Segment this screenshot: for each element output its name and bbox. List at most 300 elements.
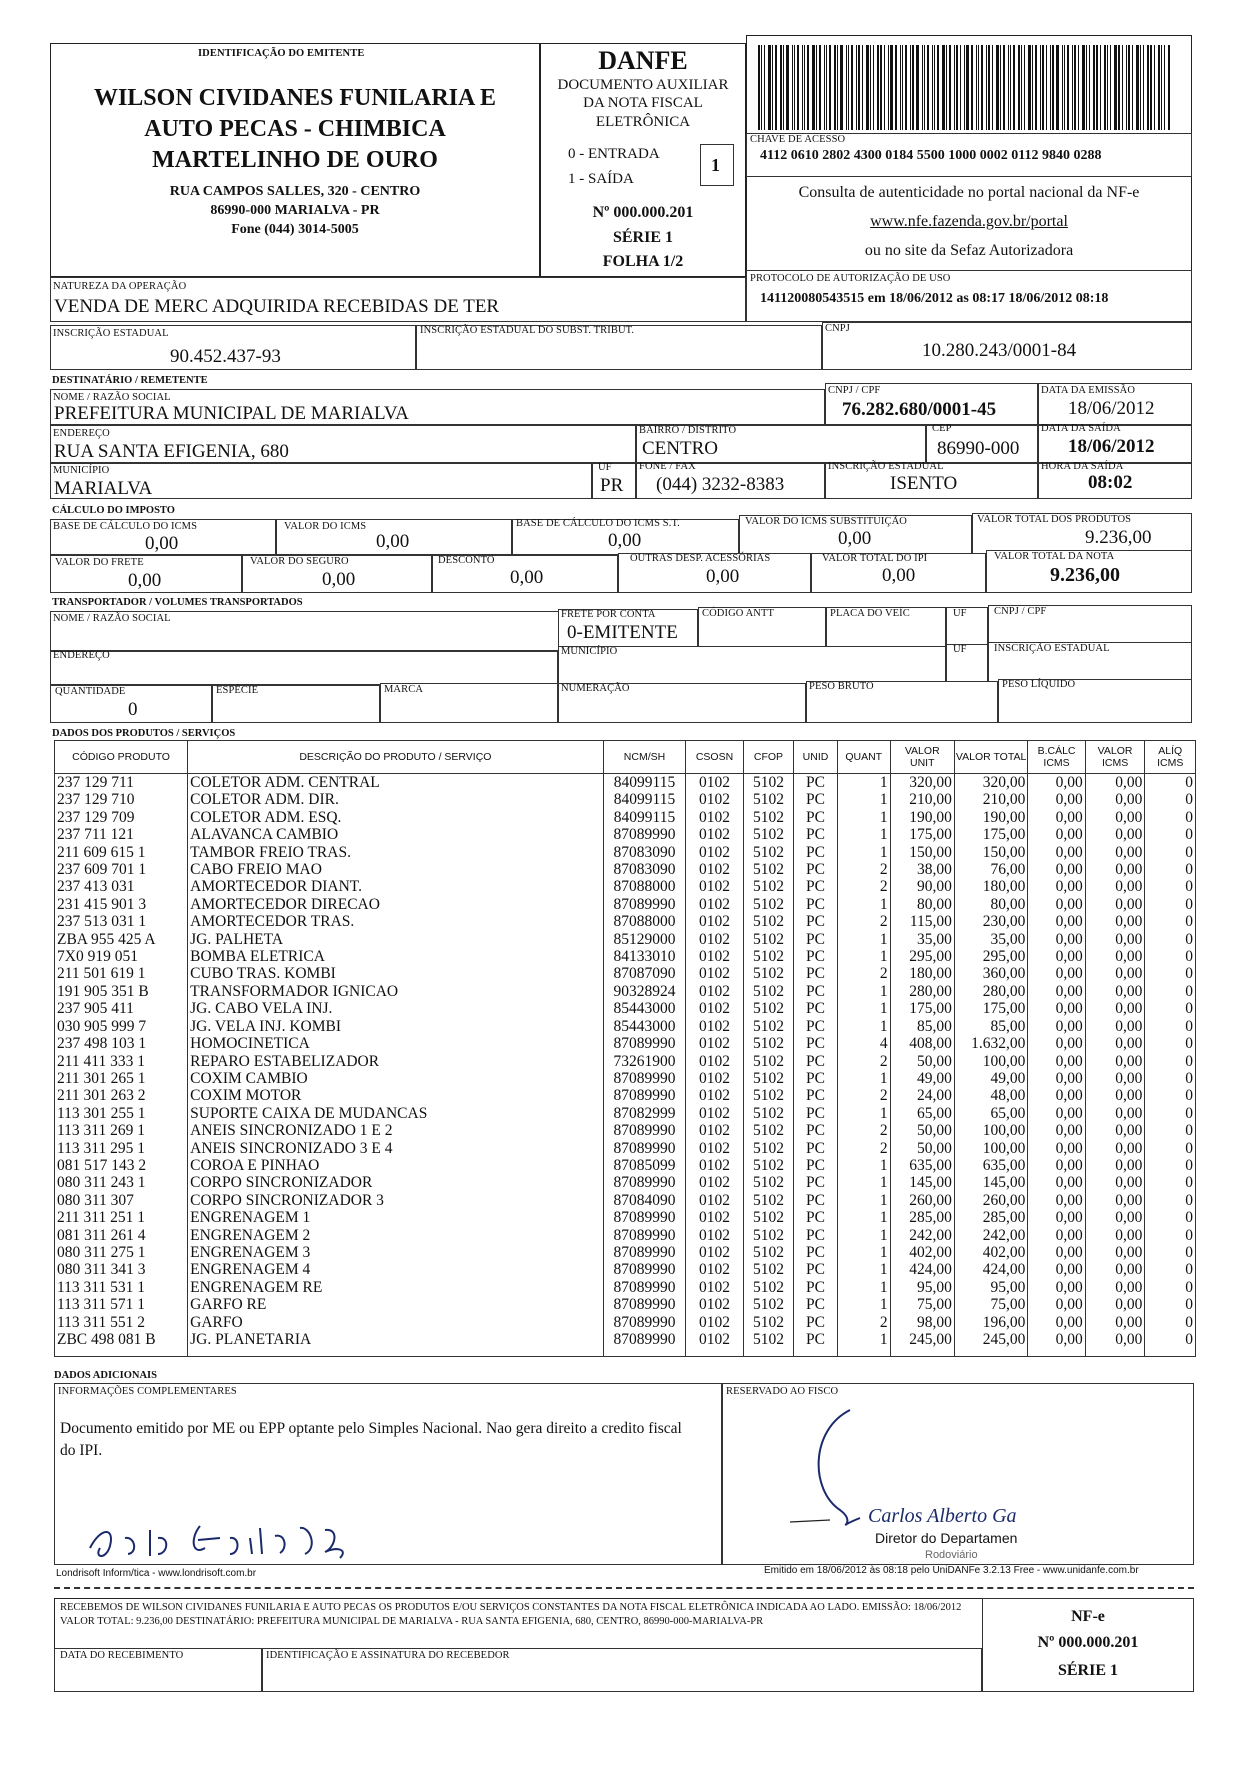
table-cell: 231 415 901 3	[55, 896, 188, 913]
table-cell: 0	[1145, 1209, 1196, 1226]
table-cell: 50,00	[890, 1140, 954, 1157]
table-cell: 1	[837, 1244, 890, 1261]
outras-value: 0,00	[706, 566, 740, 587]
table-cell: PC	[794, 1227, 838, 1244]
barcode-bar	[1067, 45, 1069, 130]
uf-value: PR	[600, 475, 624, 496]
transp-municipio-label: MUNICÍPIO	[561, 646, 618, 657]
adicionais-section: DADOS ADICIONAIS	[54, 1370, 157, 1381]
table-cell: 0,00	[1085, 861, 1145, 878]
table-cell: 65,00	[954, 1105, 1027, 1122]
fisco-label: RESERVADO AO FISCO	[726, 1386, 839, 1397]
table-cell: 0,00	[1028, 1209, 1085, 1226]
table-cell: PC	[794, 1157, 838, 1174]
table-cell: 180,00	[954, 878, 1027, 895]
table-cell: 85443000	[603, 1018, 686, 1035]
barcode-bar	[902, 45, 903, 130]
table-cell: 0102	[686, 774, 743, 792]
table-cell: 211 501 619 1	[55, 965, 188, 982]
products-header-row	[55, 741, 1196, 774]
table-cell: 260,00	[954, 1192, 1027, 1209]
barcode-bar	[888, 45, 889, 130]
bc-st-value: 0,00	[608, 530, 642, 551]
table-cell: 1	[837, 1192, 890, 1209]
barcode-bar	[976, 45, 977, 130]
danfe-sub-1: DOCUMENTO AUXILIAR	[557, 77, 729, 93]
table-cell: 1	[837, 1070, 890, 1087]
table-cell: 87084090	[603, 1192, 686, 1209]
table-cell: 1	[837, 1105, 890, 1122]
table-cell: 84099115	[603, 809, 686, 826]
fone-value: (044) 3232-8383	[656, 474, 785, 495]
seguro-label: VALOR DO SEGURO	[250, 556, 349, 567]
ie-label: INSCRIÇÃO ESTADUAL	[53, 328, 169, 339]
table-cell: 0,00	[1028, 1331, 1085, 1348]
chave-label: CHAVE DE ACESSO	[750, 134, 846, 145]
barcode-bar	[924, 45, 925, 130]
table-cell: 0,00	[1028, 791, 1085, 808]
barcode-bar	[988, 45, 990, 130]
table-cell: 0,00	[1085, 913, 1145, 930]
table-cell: 0	[1145, 1122, 1196, 1139]
table-cell: 0,00	[1085, 983, 1145, 1000]
table-cell: 0	[1145, 791, 1196, 808]
barcode-bar	[1021, 45, 1022, 130]
table-cell: 5102	[743, 1192, 794, 1209]
table-cell: 0102	[686, 1227, 743, 1244]
table-cell: 191 905 351 B	[55, 983, 188, 1000]
barcode-bar	[927, 45, 929, 130]
table-cell: 65,00	[890, 1105, 954, 1122]
table-cell: 85,00	[890, 1018, 954, 1035]
frete-conta-label: FRETE POR CONTA	[561, 609, 656, 620]
table-cell: 320,00	[954, 774, 1027, 792]
barcode-bar	[1086, 45, 1087, 130]
table-cell: 0102	[686, 1035, 743, 1052]
table-cell: COROA E PINHAO	[188, 1157, 604, 1174]
table-cell: 5102	[743, 1035, 794, 1052]
dest-nome-value: PREFEITURA MUNICIPAL DE MARIALVA	[54, 403, 409, 424]
table-cell: 0,00	[1085, 1018, 1145, 1035]
transp-cnpj-label: CNPJ / CPF	[994, 606, 1047, 617]
v-st-value: 0,00	[838, 528, 872, 549]
table-cell: 0,00	[1028, 774, 1085, 792]
hora-value: 08:02	[1088, 472, 1133, 493]
table-cell: 0	[1145, 965, 1196, 982]
table-cell: 5102	[743, 1331, 794, 1348]
barcode-bar	[922, 45, 923, 130]
table-cell: CORPO SINCRONIZADOR 3	[188, 1192, 604, 1209]
table-cell: 100,00	[954, 1122, 1027, 1139]
saida-label: 1 - SAÍDA	[568, 171, 634, 187]
fisco-extra: Rodoviário	[925, 1549, 978, 1561]
table-cell: 0,00	[1028, 1261, 1085, 1278]
barcode-bar	[819, 45, 821, 130]
transp-endereco-cell	[50, 651, 558, 685]
table-cell: PC	[794, 983, 838, 1000]
table-cell: 1	[837, 774, 890, 792]
table-cell: ENGRENAGEM RE	[188, 1279, 604, 1296]
table-cell: 0,00	[1085, 1209, 1145, 1226]
table-cell: 113 311 551 2	[55, 1314, 188, 1331]
barcode-bar	[846, 45, 847, 130]
table-cell: 0	[1145, 1035, 1196, 1052]
table-cell: ENGRENAGEM 1	[188, 1209, 604, 1226]
table-cell: 0102	[686, 861, 743, 878]
table-cell: 2	[837, 1053, 890, 1070]
table-cell: PC	[794, 1000, 838, 1017]
table-row	[55, 913, 1196, 930]
barcode-bar	[824, 45, 825, 130]
table-cell: COXIM MOTOR	[188, 1087, 604, 1104]
table-cell: 0,00	[1028, 1227, 1085, 1244]
barcode-bar	[1040, 45, 1041, 130]
barcode-bar	[1110, 45, 1111, 130]
table-cell: JG. PLANETARIA	[188, 1331, 604, 1348]
table-cell: 295,00	[890, 948, 954, 965]
placa-label: PLACA DO VEÍC	[830, 608, 910, 619]
especie-label: ESPÉCIE	[216, 685, 259, 696]
barcode-bar	[937, 45, 939, 130]
chave-value: 4112 0610 2802 4300 0184 5500 1000 0002 0112 9840 0288	[760, 148, 1102, 163]
barcode-bar	[1078, 45, 1079, 130]
barcode-bar	[786, 45, 789, 130]
bairro-label: BAIRRO / DISTRITO	[639, 425, 737, 436]
emitente-name-1: WILSON CIVIDANES FUNILARIA E	[93, 85, 497, 111]
table-cell: PC	[794, 878, 838, 895]
table-cell: 030 905 999 7	[55, 1018, 188, 1035]
table-cell: 0,00	[1085, 1279, 1145, 1296]
table-cell: 210,00	[954, 791, 1027, 808]
table-cell: 0,00	[1028, 1174, 1085, 1191]
nf-serie: SÉRIE 1	[612, 229, 674, 246]
barcode-bar	[1000, 45, 1001, 130]
table-row	[55, 844, 1196, 861]
table-cell: 196,00	[954, 1314, 1027, 1331]
table-cell: 285,00	[890, 1209, 954, 1226]
ipi-value: 0,00	[882, 565, 916, 586]
barcode-bar	[916, 45, 919, 130]
table-cell: 95,00	[954, 1279, 1027, 1296]
barcode-bar	[1168, 45, 1170, 130]
table-cell: 0,00	[1028, 1035, 1085, 1052]
table-cell: 84099115	[603, 791, 686, 808]
table-cell: 0	[1145, 1331, 1196, 1348]
table-cell: 100,00	[954, 1140, 1027, 1157]
table-cell: 0102	[686, 983, 743, 1000]
table-cell: 2	[837, 1140, 890, 1157]
table-cell: 85129000	[603, 931, 686, 948]
table-cell: 0102	[686, 1314, 743, 1331]
emissao-label: DATA DA EMISSÃO	[1041, 385, 1136, 396]
v-prod-label: VALOR TOTAL DOS PRODUTOS	[977, 514, 1132, 525]
table-cell: 1	[837, 1296, 890, 1313]
imposto-section: CÁLCULO DO IMPOSTO	[52, 505, 175, 516]
fone-label: FONE / FAX	[639, 461, 696, 472]
table-cell: GARFO RE	[188, 1296, 604, 1313]
table-cell: 1	[837, 896, 890, 913]
barcode-bar	[816, 45, 817, 130]
table-row	[55, 1314, 1196, 1331]
table-cell: PC	[794, 1192, 838, 1209]
barcode-bar	[1132, 45, 1133, 130]
table-cell: 2	[837, 913, 890, 930]
table-cell: ANEIS SINCRONIZADO 3 E 4	[188, 1140, 604, 1157]
table-row	[55, 948, 1196, 965]
table-cell: 87089990	[603, 1070, 686, 1087]
dest-endereco-value: RUA SANTA EFIGENIA, 680	[54, 441, 289, 462]
table-cell: 35,00	[890, 931, 954, 948]
table-cell: TAMBOR FREIO TRAS.	[188, 844, 604, 861]
table-row	[55, 896, 1196, 913]
products-header-cell: VALOR ICMS	[1085, 741, 1145, 774]
table-cell: 100,00	[954, 1053, 1027, 1070]
table-cell: 0	[1145, 1087, 1196, 1104]
entrada-label: 0 - ENTRADA	[568, 146, 660, 162]
table-cell: 145,00	[954, 1174, 1027, 1191]
table-row	[55, 809, 1196, 826]
table-cell: PC	[794, 1070, 838, 1087]
table-row	[55, 1279, 1196, 1296]
table-cell: 0,00	[1085, 1296, 1145, 1313]
table-cell: 0	[1145, 1192, 1196, 1209]
table-cell: PC	[794, 1087, 838, 1104]
table-cell: 0,00	[1085, 1227, 1145, 1244]
table-cell: 73261900	[603, 1053, 686, 1070]
table-cell: 175,00	[954, 826, 1027, 843]
table-cell: 87089990	[603, 1331, 686, 1348]
table-cell: 0	[1145, 983, 1196, 1000]
products-header-cell: ALÍQ ICMS	[1145, 741, 1196, 774]
consulta-sefaz: ou no site da Sefaz Autorizadora	[864, 242, 1074, 259]
table-cell: 0102	[686, 1261, 743, 1278]
table-cell: 237 413 031	[55, 878, 188, 895]
table-cell: 230,00	[954, 913, 1027, 930]
info-text: Documento emitido por ME ou EPP optante pelo Simples Nacional. Nao gera direito a credito fiscal do IPI.	[60, 1420, 682, 1459]
table-cell: 113 311 269 1	[55, 1122, 188, 1139]
tipo-value: 1	[711, 155, 720, 175]
table-cell: 0	[1145, 931, 1196, 948]
table-cell: PC	[794, 774, 838, 792]
table-cell: 0,00	[1028, 1070, 1085, 1087]
table-cell: 0,00	[1028, 983, 1085, 1000]
table-cell: 48,00	[954, 1087, 1027, 1104]
barcode-bar	[954, 45, 955, 130]
table-cell: 0,00	[1085, 1087, 1145, 1104]
table-cell: ENGRENAGEM 2	[188, 1227, 604, 1244]
table-cell: 0,00	[1085, 948, 1145, 965]
barcode-bar	[884, 45, 885, 130]
table-cell: 0,00	[1028, 1192, 1085, 1209]
barcode-bar	[1150, 45, 1152, 130]
table-cell: SUPORTE CAIXA DE MUDANCAS	[188, 1105, 604, 1122]
table-cell: 0,00	[1085, 1261, 1145, 1278]
table-cell: 237 609 701 1	[55, 861, 188, 878]
table-cell: PC	[794, 913, 838, 930]
table-end-cell	[1085, 1348, 1145, 1356]
table-cell: 0,00	[1085, 1157, 1145, 1174]
frete-value: 0,00	[128, 570, 162, 591]
destinatario-section: DESTINATÁRIO / REMETENTE	[52, 375, 208, 386]
table-end-cell	[1028, 1348, 1085, 1356]
table-row	[55, 1105, 1196, 1122]
table-row	[55, 983, 1196, 1000]
table-cell: 0	[1145, 1140, 1196, 1157]
antt-label: CÓDIGO ANTT	[702, 608, 774, 619]
table-cell: 113 301 255 1	[55, 1105, 188, 1122]
table-cell: 0102	[686, 1279, 743, 1296]
table-cell: COLETOR ADM. ESQ.	[188, 809, 604, 826]
table-cell: AMORTECEDOR DIANT.	[188, 878, 604, 895]
table-cell: 0,00	[1028, 931, 1085, 948]
table-cell: 0	[1145, 1070, 1196, 1087]
table-cell: 0,00	[1028, 1140, 1085, 1157]
table-cell: 0,00	[1085, 809, 1145, 826]
table-cell: 5102	[743, 1157, 794, 1174]
barcode-bar	[949, 45, 951, 130]
table-cell: 360,00	[954, 965, 1027, 982]
table-cell: 635,00	[954, 1157, 1027, 1174]
products-header-cell: CÓDIGO PRODUTO	[55, 741, 188, 774]
uf-label: UF	[598, 462, 612, 473]
table-cell: 5102	[743, 1122, 794, 1139]
barcode-bar	[837, 45, 838, 130]
barcode-bar	[905, 45, 907, 130]
barcode-bar	[1107, 45, 1108, 130]
recibo-nfe: NF-e	[1071, 1608, 1105, 1625]
table-cell: 0	[1145, 774, 1196, 792]
recibo-text: RECEBEMOS DE WILSON CIVIDANES FUNILARIA E AUTO PECAS OS PRODUTOS E/OU SERVIÇOS CONSTANTES DA NOTA FISCAL ELETRÔNICA INDICADA AO LADO. EMISSÃO: 18/06/2012 VALOR TOTAL: 9.236,00 DESTINATÁRIO: PREFEITURA MUNICIPAL DE MARIALVA - RUA SANTA EFIGENIA, 680, CENTRO, 86990-000-MARIALVA-PR	[60, 1602, 962, 1627]
table-cell: 211 609 615 1	[55, 844, 188, 861]
barcode-bar	[873, 45, 874, 130]
saida-label: DATA DA SAÍDA	[1041, 423, 1121, 434]
barcode-bar	[851, 45, 853, 130]
table-cell: 080 311 243 1	[55, 1174, 188, 1191]
emitente-label: IDENTIFICAÇÃO DO EMITENTE	[198, 48, 365, 59]
table-cell: 1	[837, 791, 890, 808]
table-cell: 237 513 031 1	[55, 913, 188, 930]
table-row	[55, 1209, 1196, 1226]
table-cell: 080 311 307	[55, 1192, 188, 1209]
liquido-label: PESO LÍQUIDO	[1002, 679, 1076, 690]
table-cell: AMORTECEDOR TRAS.	[188, 913, 604, 930]
table-cell: 5102	[743, 1000, 794, 1017]
table-cell: 87089990	[603, 1296, 686, 1313]
table-cell: PC	[794, 1018, 838, 1035]
barcode-bar	[932, 45, 933, 130]
barcode-bar	[802, 45, 803, 130]
table-cell: 0,00	[1085, 791, 1145, 808]
table-cell: 1	[837, 1227, 890, 1244]
barcode-bar	[900, 45, 901, 130]
products-header-cell: QUANT	[837, 741, 890, 774]
barcode-bar	[780, 45, 782, 130]
table-cell: 49,00	[954, 1070, 1027, 1087]
table-cell: 0102	[686, 826, 743, 843]
transp-ie-label: INSCRIÇÃO ESTADUAL	[994, 643, 1110, 654]
table-cell: BOMBA ELETRICA	[188, 948, 604, 965]
table-cell: 87089990	[603, 826, 686, 843]
table-cell: 175,00	[890, 1000, 954, 1017]
table-cell: 1	[837, 1261, 890, 1278]
barcode-bar	[960, 45, 961, 130]
table-cell: 85,00	[954, 1018, 1027, 1035]
barcode-bar	[1100, 45, 1101, 130]
table-cell: 87089990	[603, 896, 686, 913]
transp-uf-label: UF	[953, 608, 967, 619]
dest-cnpj-label: CNPJ / CPF	[828, 385, 881, 396]
table-cell: 0,00	[1028, 1105, 1085, 1122]
table-cell: 0102	[686, 948, 743, 965]
bc-st-label: BASE DE CÁLCULO DO ICMS S.T.	[516, 518, 680, 529]
table-cell: 295,00	[954, 948, 1027, 965]
table-cell: ANEIS SINCRONIZADO 1 E 2	[188, 1122, 604, 1139]
table-cell: 0,00	[1028, 896, 1085, 913]
consulta-url[interactable]: www.nfe.fazenda.gov.br/portal	[870, 213, 1068, 230]
v-prod-value: 9.236,00	[1085, 527, 1152, 548]
table-row	[55, 1296, 1196, 1313]
ie-value: 90.452.437-93	[170, 346, 281, 367]
table-cell: 237 129 709	[55, 809, 188, 826]
table-cell: 0	[1145, 1279, 1196, 1296]
footer-left: Londrisoft Inform/tica - www.londrisoft.com.br	[56, 1568, 257, 1579]
table-cell: 0	[1145, 861, 1196, 878]
barcode-bar	[783, 45, 784, 130]
table-cell: 50,00	[890, 1053, 954, 1070]
emitente-name-2: AUTO PECAS - CHIMBICA	[144, 116, 446, 142]
table-cell: 0,00	[1028, 948, 1085, 965]
barcode-bar	[956, 45, 958, 130]
table-cell: ZBA 955 425 A	[55, 931, 188, 948]
table-cell: 87089990	[603, 1261, 686, 1278]
table-cell: PC	[794, 826, 838, 843]
cnpj-value: 10.280.243/0001-84	[922, 340, 1077, 361]
table-row	[55, 1174, 1196, 1191]
barcode-bar	[768, 45, 771, 130]
table-cell: 75,00	[890, 1296, 954, 1313]
table-cell: 87088000	[603, 878, 686, 895]
table-cell: 90328924	[603, 983, 686, 1000]
table-cell: 5102	[743, 1279, 794, 1296]
nf-folha: FOLHA 1/2	[602, 253, 684, 270]
dest-cnpj-value: 76.282.680/0001-45	[842, 399, 997, 420]
table-cell: CORPO SINCRONIZADOR	[188, 1174, 604, 1191]
protocolo-value: 141120080543515 em 18/06/2012 as 08:17 18/06/2012 08:18	[760, 291, 1109, 306]
table-row	[55, 965, 1196, 982]
dest-ie-value: ISENTO	[890, 473, 958, 494]
saida-value: 18/06/2012	[1068, 436, 1155, 457]
table-cell: PC	[794, 1209, 838, 1226]
products-header-cell: VALOR TOTAL	[954, 741, 1027, 774]
table-cell: 0	[1145, 1157, 1196, 1174]
table-cell: 237 498 103 1	[55, 1035, 188, 1052]
table-cell: 211 301 265 1	[55, 1070, 188, 1087]
table-row	[55, 1070, 1196, 1087]
table-cell: 0102	[686, 1174, 743, 1191]
table-row	[55, 1018, 1196, 1035]
table-cell: 87089990	[603, 1140, 686, 1157]
barcode-bar	[1028, 45, 1031, 130]
nf-number: Nº 000.000.201	[592, 204, 694, 221]
table-cell: 1	[837, 826, 890, 843]
table-cell: ZBC 498 081 B	[55, 1331, 188, 1348]
barcode-bar	[1062, 45, 1063, 130]
emissao-value: 18/06/2012	[1068, 398, 1155, 419]
barcode-bar	[910, 45, 911, 130]
dest-endereco-label: ENDEREÇO	[53, 428, 110, 439]
table-cell: JG. PALHETA	[188, 931, 604, 948]
table-end-cell	[794, 1348, 838, 1356]
